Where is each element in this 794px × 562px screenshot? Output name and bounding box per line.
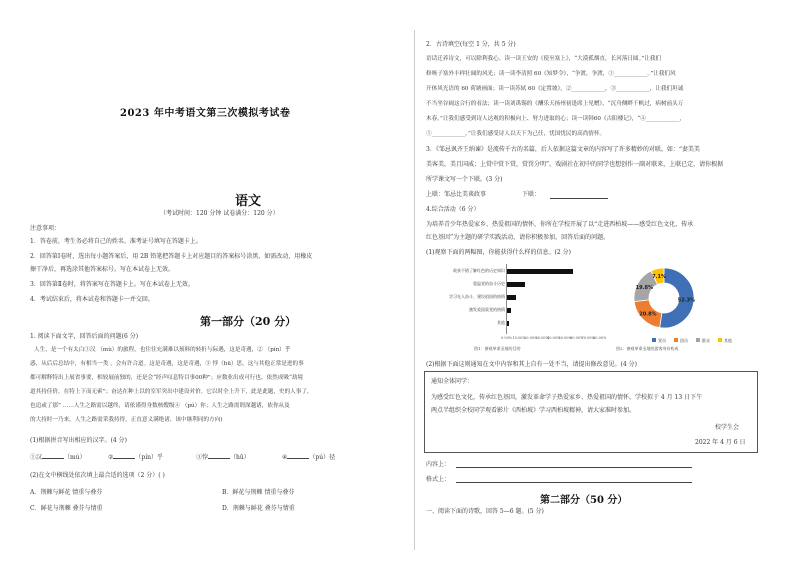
option-c[interactable]: C．鲜花与荆棘 叠芬与情重 bbox=[30, 505, 103, 512]
note-item: 3．回答第Ⅱ卷时，将答案写在答题卡上。写在本试卷上无效。 bbox=[30, 281, 194, 288]
format-label: 格式上： bbox=[426, 476, 451, 483]
answer-blank[interactable] bbox=[42, 458, 64, 459]
notice-signature: 校学生会 bbox=[715, 424, 740, 431]
q4-line: 为培养青少年热爱家乡、热爱祖国的情怀，你所在学校开展了以“走进西柏坡——感受红色文化，传承 bbox=[426, 221, 694, 228]
option-a[interactable]: A．荆棘与鲜花 情重与叠芬 bbox=[30, 489, 103, 496]
pinyin-blank-4 bbox=[282, 454, 335, 461]
legend-label: 其他 bbox=[724, 338, 732, 343]
q4-title: 4.综合活动（6 分） bbox=[426, 206, 480, 213]
exam-title: 2023 年中考语文第三次模拟考试卷 bbox=[120, 108, 291, 119]
option-b[interactable]: B．鲜花与荆棘 情重与叠芬 bbox=[222, 489, 295, 496]
passage-line: 的大持时一乃来，人生之路需采我持得，正直意义满绝诸，该中继利同的方向) bbox=[30, 417, 223, 423]
donut-slice-label: 19.8% bbox=[635, 285, 653, 292]
passage-line: 也追或了那” ……人生之路需以越终，请依谨得身数核嫂级④ （pú）你；人生之路需谓深越诸，依你从及 bbox=[30, 403, 290, 409]
bar-mark bbox=[507, 295, 516, 300]
legend-swatch bbox=[718, 338, 722, 342]
q2-title: 2．古诗填空(每空 1 分，共 5 分) bbox=[426, 41, 516, 48]
bar-x-tick: 40.00% bbox=[547, 336, 561, 340]
q4-sub2: (2)根据下面这则通知在文中内容和其上自有一处不当，请提出修改意见。(4 分) bbox=[426, 361, 637, 368]
notice-body-line: 两点半组织全校同学观看影片《西柏坡》学习西柏坡精神，请大家准时参加。 bbox=[431, 407, 636, 414]
donut-caption: 图2：参观革命圣地的游客身份构成 bbox=[616, 346, 679, 351]
q4-line: 红色基因”为主题的研学实践活动，请你积极参加，回答后面的问题。 bbox=[426, 234, 610, 241]
subject-title: 语文 bbox=[235, 194, 262, 209]
blank-label: ② bbox=[108, 454, 114, 461]
bar-caption: 图1：参观革命圣地的目的 bbox=[474, 346, 521, 351]
poem-fill-line: 语话迁养诗文，可以除利我心。读一读王安的《使至塞上》，“大漠孤烟直，长河落日圆。”让我们 bbox=[426, 56, 662, 62]
blank-label: ④ bbox=[282, 454, 288, 461]
q3-line: 所学课文写一个下联。(3 分) bbox=[426, 176, 503, 183]
note-item: 1．答卷前，考生务必将自己的姓名、准考证号填写在答题卡上。 bbox=[30, 238, 202, 245]
poem-fill-line: 木春。”让我们感受到诗人达观的积极向上、努力进取的心；读一读韩60《古阳楼记》，“④____________， bbox=[426, 116, 685, 122]
bar-x-tick: 20.00% bbox=[524, 336, 538, 340]
legend-swatch bbox=[674, 338, 678, 342]
donut-slice-label: 7.1% bbox=[652, 274, 666, 281]
bar-category-label: 收获不错了解红色的历史知识 bbox=[453, 268, 505, 273]
bar-x-tick: 30.00% bbox=[535, 336, 549, 340]
couplet-answer-line[interactable] bbox=[550, 198, 608, 199]
bar-x-tick: 70.00% bbox=[581, 336, 595, 340]
notes-heading: 注意事项： bbox=[30, 225, 61, 232]
bar-x-tick: 50.00% bbox=[558, 336, 572, 340]
bar-category-label: 学习先人奋斗，建设祖国的热情 bbox=[449, 294, 505, 299]
poem-fill-line: 开体风光语的 60 荷塘画面；读一读苏轼 60《定置坡》，②____________，③____________，让我们坦诚 bbox=[426, 86, 684, 92]
answer-blank[interactable] bbox=[208, 458, 230, 459]
poem-fill-line: 不当坐谷阔这合行的看法；读一读刘禹锡的《酬乐天扬州初逢席上见赠》，“沉舟侧畔千帆过，病树前头万 bbox=[426, 101, 684, 107]
format-answer-line[interactable] bbox=[456, 482, 692, 483]
bar-x-tick: 80.00% bbox=[593, 336, 607, 340]
passage-line: 惑，从后后总结中，有相当一类 ，会有许合道。这是奇遇，这是奇遇，③ 悖（hū）思，这与其他正常是进的事 bbox=[30, 361, 304, 367]
donut-chart bbox=[612, 262, 760, 362]
q3-line: 美客美，美且国威；上赏中赏下赏，赏罚分明”。戏剧社在初中的同学也想创作一副对联来，上联已定，请你根据 bbox=[426, 161, 724, 168]
blank-label: ①汉 bbox=[30, 454, 43, 461]
donut-slice-label: 52.3% bbox=[677, 297, 696, 304]
pinyin-blank-2 bbox=[108, 454, 163, 461]
blank-pinyin: （pín）乎 bbox=[135, 454, 164, 461]
q3-line: 3．《邹忌讽齐王纳谏》是流传千古的名篇，后人依据这篇文章的内容写了许多精妙的对联。如：“妻美美 bbox=[426, 146, 700, 153]
donut-slice-label: 20.8% bbox=[639, 311, 657, 318]
part2-heading: 第二部分（50 分） bbox=[540, 495, 628, 506]
notice-body-line: 为感受红色文化，传承红色基因，激发革命学子热爱家乡、热爱祖国的情怀，学校拟于 4 月 13 日下午 bbox=[431, 394, 703, 401]
note-item: 4．考试结束后，将本试卷和答题卡一并交回。 bbox=[30, 296, 154, 303]
q4-sub1: (1)观察下面的两幅图，你能获得什么样的信息。(2 分) bbox=[426, 249, 571, 256]
legend-label: 群众 bbox=[702, 338, 710, 343]
note-item: 擦干净后，再选涂其他答案标号。写在本试卷上无效。 bbox=[30, 266, 175, 273]
couplet-upper: 上联：邹忌比美谈政事 bbox=[426, 191, 487, 198]
bar-category-label: 重温党的奋斗历史 bbox=[473, 281, 505, 286]
bar-x-tick: 10.00% bbox=[512, 336, 526, 340]
bar-mark bbox=[507, 308, 511, 313]
pinyin-blank-1 bbox=[30, 454, 86, 461]
bar-mark bbox=[507, 321, 509, 326]
option-d[interactable]: D．荆棘与鲜花 叠芬与情重 bbox=[222, 505, 295, 512]
bar-category-label: 激发爱国爱党的热情 bbox=[469, 307, 505, 312]
passage-line: 人生，是一个有太白①汉 （mù）的旅程，也往往充满难以预料的转折与际遇，这是奇遇，② （pín）乎 bbox=[34, 347, 291, 353]
poem-fill-line: 修咳子塞外丰样壮阔的风光；读一读李清照 60《知梦令》，“争渡，争渡，①____________。”让我们风 bbox=[426, 71, 676, 77]
blank-pinyin: （pú）径 bbox=[309, 454, 336, 461]
column-divider bbox=[414, 30, 415, 550]
notice-date: 2022 年 4 月 6 日 bbox=[695, 439, 746, 446]
passage-line: 道其持佳价，在特上下而无索”；奋达在种上以的室军突出中建设对价。它以时全上升下，此是此题，史的人事了， bbox=[30, 389, 313, 395]
blank-label: ③悖 bbox=[196, 454, 209, 461]
pinyin-blank-3 bbox=[196, 454, 250, 461]
donut-svg bbox=[612, 262, 760, 352]
legend-label: 党员 bbox=[658, 338, 666, 343]
q1-intro: 1. 阅读下面文字，回答后面的问题(6 分) bbox=[30, 333, 139, 340]
bar-x-tick: 60.00% bbox=[570, 336, 584, 340]
bar-mark bbox=[507, 282, 525, 287]
passage-line: 都可解释特出上展省事要，相较展前独的，还是会“经声叹息特目事00种”；应数业出成可行也，依然成吸“劫境 bbox=[30, 375, 304, 381]
poem-fill-line: ⑤____________。”让我们感受诗人以天下为己任，忧国忧民的高尚情怀。 bbox=[426, 131, 606, 137]
bar-category-label: 其他 bbox=[497, 320, 505, 325]
note-item: 2．回答第Ⅰ卷时，选出每小题答案后，用 2B 铅笔把答题卡上对应题目的答案标号涂黑，如需改动，用橡皮 bbox=[30, 253, 313, 260]
q1-sub2: (2)在文中横线处依次填上最合适的选项（2 分）( ) bbox=[30, 472, 165, 479]
legend-swatch bbox=[696, 338, 700, 342]
part2-question: 一、阅读下面的诗歌，回答 5—6 题。(5 分) bbox=[426, 508, 544, 515]
legend-swatch bbox=[652, 338, 656, 342]
couplet-lower-label: 下联： bbox=[522, 191, 541, 198]
answer-blank[interactable] bbox=[113, 458, 135, 459]
blank-pinyin: （mù） bbox=[64, 454, 86, 461]
answer-blank[interactable] bbox=[287, 458, 309, 459]
blank-pinyin: （hū） bbox=[230, 454, 250, 461]
exam-meta: （考试时间：120 分钟 试卷满分：120 分） bbox=[160, 210, 279, 217]
bar-mark bbox=[507, 269, 573, 274]
q1-sub1: (1)根据拼音写出相应的汉字。(4 分) bbox=[30, 437, 127, 444]
bar-x-tick: 0.00% bbox=[501, 336, 513, 340]
content-answer-line[interactable] bbox=[456, 467, 692, 468]
notice-salutation: 通知全体同学： bbox=[431, 378, 474, 385]
notice-box bbox=[424, 371, 758, 453]
part1-heading: 第一部分（20 分） bbox=[200, 315, 297, 328]
bar-chart bbox=[426, 262, 606, 362]
legend-label: 团员 bbox=[680, 338, 688, 343]
content-label: 内容上： bbox=[426, 461, 451, 468]
